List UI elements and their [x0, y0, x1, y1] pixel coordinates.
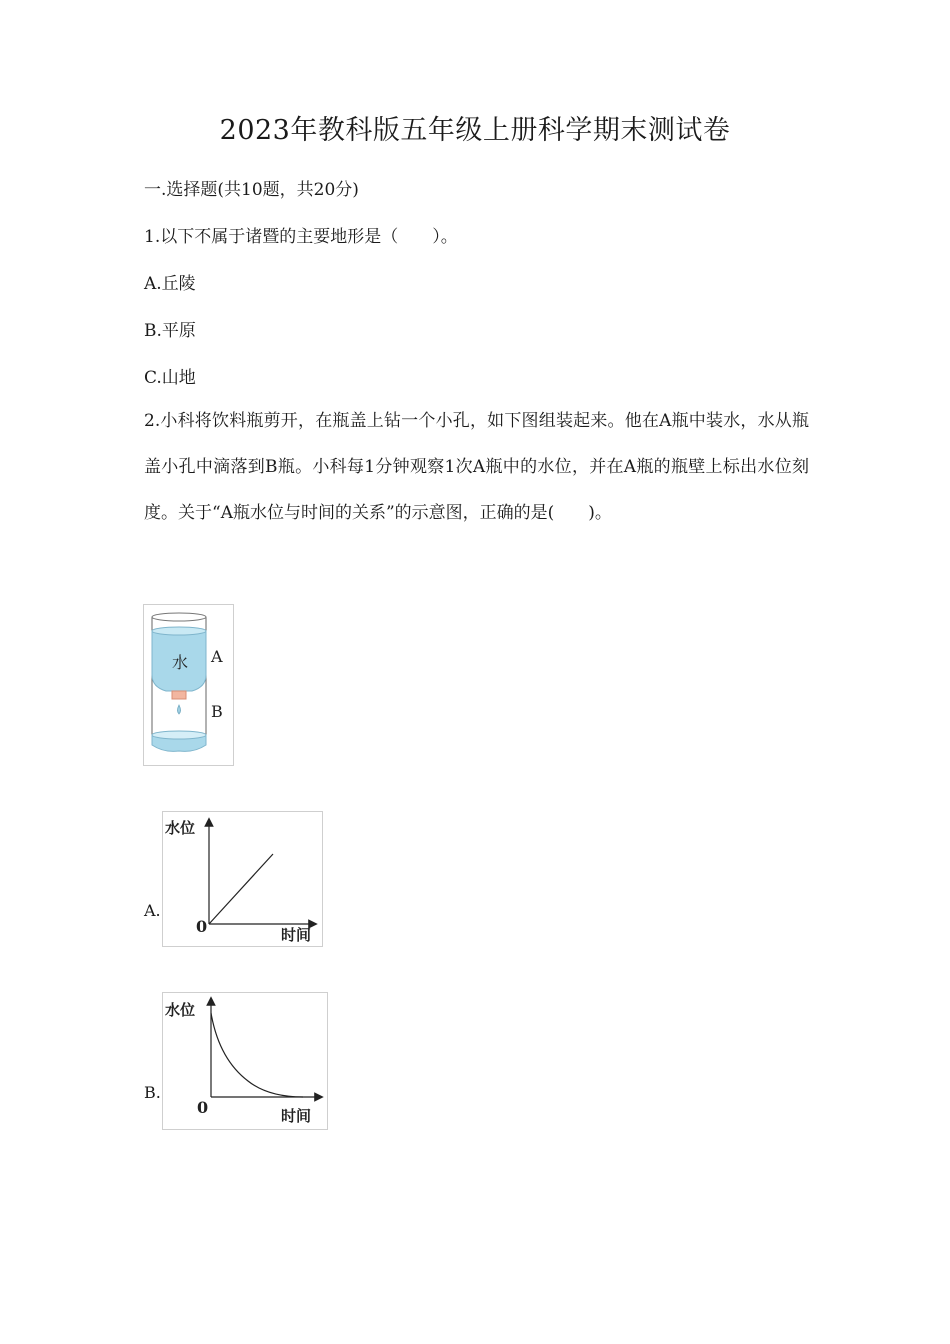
- q1-option-c: C.山地: [144, 368, 196, 388]
- increasing-line: [209, 854, 273, 924]
- q2-option-b-label: B.: [144, 1083, 161, 1102]
- q1-option-b: B.平原: [144, 321, 196, 341]
- water-label: 水: [172, 653, 189, 672]
- origin-label: 0: [197, 1098, 209, 1117]
- question-1-stem: 1.以下不属于诸暨的主要地形是（ ）。: [144, 227, 458, 247]
- question-2-stem: 2.小科将饮料瓶剪开，在瓶盖上钻一个小孔，如下图组装起来。他在A瓶中装水，水从瓶盖小孔中滴落到B瓶。小科每1分钟观察1次A瓶中的水位，并在A瓶的瓶壁上标出水位刻度。关于“A瓶水位与时间的关系”的示意图，正确的是( )。: [144, 411, 809, 523]
- q2-option-b-figure: [162, 992, 328, 1130]
- y-axis-label: 水位: [165, 819, 196, 837]
- graph-b: [163, 993, 327, 1129]
- q2-option-a-figure: [162, 811, 323, 947]
- decreasing-curve: [211, 1013, 303, 1097]
- bottle-a-label: A: [211, 647, 223, 666]
- bottle-b-label: B: [211, 702, 223, 721]
- apparatus-figure: [143, 604, 234, 766]
- graph-a: [163, 812, 322, 946]
- x-axis-label: 时间: [281, 926, 312, 944]
- section-heading: 一.选择题(共10题，共20分): [144, 180, 359, 200]
- q2-option-a-label: A.: [144, 901, 161, 920]
- y-axis-label: 水位: [165, 1001, 196, 1019]
- page-title: 2023年教科版五年级上册科学期末测试卷: [219, 115, 731, 146]
- q1-option-a: A.丘陵: [144, 274, 196, 294]
- x-axis-label: 时间: [281, 1107, 312, 1125]
- origin-label: 0: [196, 917, 208, 936]
- bottle-apparatus-illustration: [144, 605, 233, 765]
